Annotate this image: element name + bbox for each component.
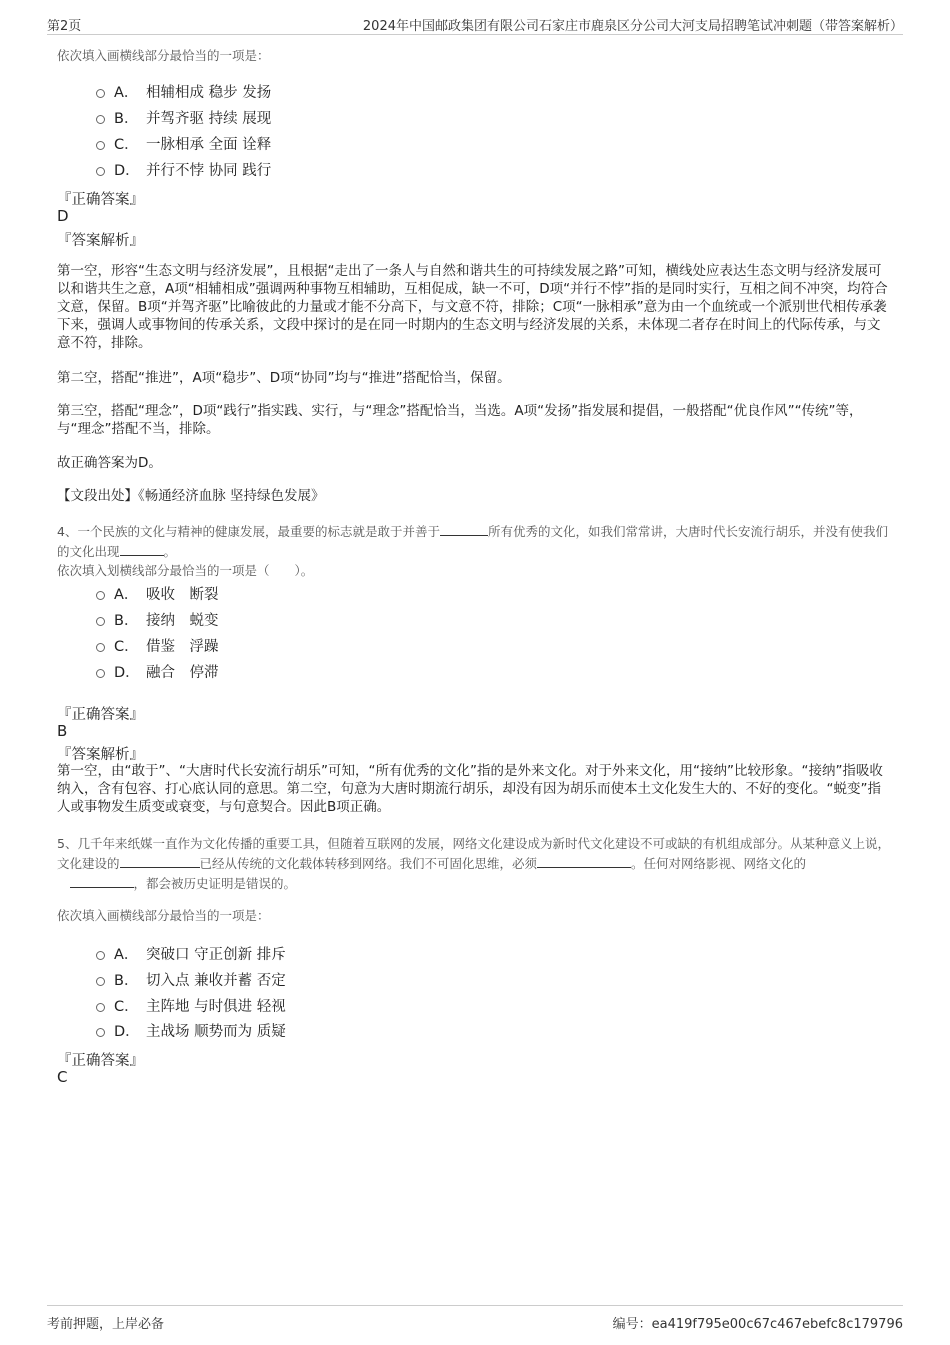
- radio-icon[interactable]: [96, 617, 105, 626]
- page-number: 第2页: [47, 19, 82, 34]
- radio-icon[interactable]: [96, 977, 105, 986]
- radio-icon[interactable]: [96, 89, 105, 98]
- q5-option-b[interactable]: B． 切入点 兼收并蓄 否定: [96, 968, 286, 990]
- q5-question: 5、几千年来纸媒一直作为文化传播的重要工具，但随着互联网的发展，网络文化建设成为新时代文化建设不可或缺的有机组成部分。从某种意义上说，文化建设的 已经从传统的文化载体转移到网络。我们不可固化思维，必须 。任何对网络影视、网络文化的: [57, 836, 890, 871]
- q3-option-a[interactable]: A． 相辅相成 稳步 发扬: [96, 80, 271, 102]
- radio-icon[interactable]: [96, 1003, 105, 1012]
- blank: [120, 855, 200, 868]
- q3-answer: D: [57, 207, 69, 225]
- q4-analysis-label: 『答案解析』: [57, 747, 144, 763]
- page-header: [47, 14, 903, 35]
- q4-question: 4、一个民族的文化与精神的健康发展，最重要的标志就是敢于并善于 所有优秀的文化，如我们常常讲，大唐时代长安流行胡乐，并没有使我们的文化出现 。: [57, 524, 888, 559]
- footer-slogan: 考前押题，上岸必备: [47, 1317, 165, 1332]
- blank: [440, 523, 488, 536]
- radio-icon[interactable]: [96, 591, 105, 600]
- radio-icon[interactable]: [96, 141, 105, 150]
- blank: [537, 855, 631, 868]
- radio-icon[interactable]: [96, 167, 105, 176]
- q3-option-b[interactable]: B． 并驾齐驱 持续 展现: [96, 106, 271, 128]
- radio-icon[interactable]: [96, 115, 105, 124]
- q5-option-c[interactable]: C． 主阵地 与时俱进 轻视: [96, 994, 286, 1016]
- q5-answer: C: [57, 1068, 68, 1086]
- radio-icon[interactable]: [96, 643, 105, 652]
- q3-analysis-label: 『答案解析』: [57, 233, 144, 249]
- q5-question-end: ，都会被历史证明是错误的。: [57, 874, 893, 894]
- document-id: 编号：ea419f795e00c67c467ebefc8c179796: [612, 1317, 903, 1332]
- q3-analysis-p3: 第三空，搭配“理念”，D项“践行”指实践、实行，与“理念”搭配恰当，当选。A项“发扬”指发展和提倡，一般搭配“优良作风”“传统”等，与“理念”搭配不当，排除。: [57, 403, 863, 437]
- document-title: 2024年中国邮政集团有限公司石家庄市鹿泉区分公司大河支局招聘笔试冲刺题（带答案解析）: [362, 19, 903, 34]
- q3-option-c[interactable]: C． 一脉相承 全面 诠释: [96, 132, 271, 154]
- radio-icon[interactable]: [96, 669, 105, 678]
- q3-analysis-p4: 故正确答案为D。: [57, 455, 162, 471]
- q3-source: 【文段出处】《畅通经济血脉 坚持绿色发展》: [57, 488, 325, 504]
- radio-icon[interactable]: [96, 951, 105, 960]
- q4-prompt: 依次填入划横线部分最恰当的一项是（ ）。: [57, 563, 314, 578]
- q3-answer-label: 『正确答案』: [57, 192, 144, 208]
- q5-option-a[interactable]: A． 突破口 守正创新 排斥: [96, 942, 286, 964]
- blank: [70, 875, 134, 888]
- q4-answer-label: 『正确答案』: [57, 707, 144, 723]
- radio-icon[interactable]: [96, 1028, 105, 1037]
- blank: [120, 543, 164, 556]
- q4-option-d[interactable]: D． 融合 停滞: [96, 660, 219, 682]
- q3-analysis-p1: 第一空，形容“生态文明与经济发展”，且根据“走出了一条人与自然和谐共生的可持续发展之路”可知，横线处应表达生态文明与经济发展可以和谐共生之意，A项“相辅相成”强调两种事物互相辅助，互相促成，缺一不可，D项“并行不悖”指的是同时实行，互相之间不冲突，均符合文意，保留。B项“并驾齐驱”比喻彼此的力量或才能不分高下，与文意不符，排除；C项“一脉相承”意为由一个血统或一个派别世代相传承袭下来，强调人或事物间的传承关系，文段中探讨的是在同一时期内的生态文明与经济发展的关系，未体现二者存在时间上的代际传承，与文意不符，排除。: [57, 263, 888, 351]
- q4-analysis: 第一空，由“敢于”、“大唐时代长安流行胡乐”可知，“所有优秀的文化”指的是外来文化。对于外来文化，用“接纳”比较形象。“接纳”指吸收纳入，含有包容、打心底认同的意思。第二空，句意为大唐时期流行胡乐，却没有因为胡乐而使本土文化发生大的、不好的变化。“蜕变”指人或事物发生质变或衰变，与句意契合。因此B项正确。: [57, 763, 883, 815]
- q3-analysis-p2: 第二空，搭配“推进”，A项“稳步”、D项“协同”均与“推进”搭配恰当，保留。: [57, 370, 511, 386]
- q4-answer: B: [57, 722, 68, 740]
- q4-option-c[interactable]: C． 借鉴 浮躁: [96, 634, 219, 656]
- q3-option-d[interactable]: D． 并行不悖 协同 践行: [96, 158, 271, 180]
- q5-prompt: 依次填入画横线部分最恰当的一项是：: [57, 908, 270, 923]
- q5-answer-label: 『正确答案』: [57, 1053, 144, 1069]
- q4-option-a[interactable]: A． 吸收 断裂: [96, 582, 219, 604]
- q5-option-d[interactable]: D． 主战场 顺势而为 质疑: [96, 1019, 286, 1041]
- q4-option-b[interactable]: B． 接纳 蜕变: [96, 608, 219, 630]
- page-footer: [47, 1305, 903, 1332]
- q3-prompt: 依次填入画横线部分最恰当的一项是：: [57, 48, 270, 63]
